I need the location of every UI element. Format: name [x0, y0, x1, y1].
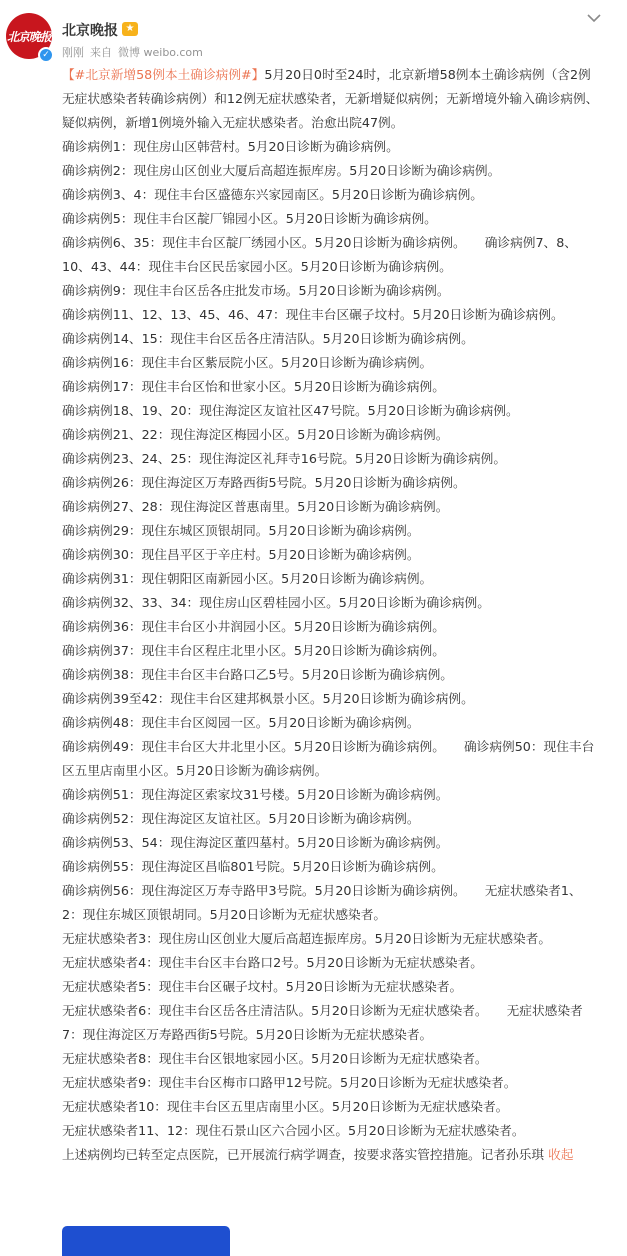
- author-name[interactable]: 北京晚报: [62, 23, 118, 39]
- case-line: 确诊病例51：现住海淀区索家坟31号楼。5月20日诊断为确诊病例。: [62, 787, 449, 802]
- case-line: 无症状感染者8：现住丰台区银地家园小区。5月20日诊断为无症状感染者。: [62, 1051, 488, 1066]
- case-line: 确诊病例18、19、20：现住海淀区友谊社区47号院。5月20日诊断为确诊病例。: [62, 403, 519, 418]
- case-line: 无症状感染者3：现住房山区创业大厦后高超连振库房。5月20日诊断为无症状感染者。: [62, 931, 552, 946]
- closing-text: 上述病例均已转至定点医院，已开展流行病学调查，按要求落实管控措施。记者孙乐琪: [62, 1147, 545, 1162]
- avatar-logo-text: 北京晚报: [6, 29, 51, 44]
- case-line: 确诊病例17：现住丰台区怡和世家小区。5月20日诊断为确诊病例。: [62, 379, 445, 394]
- verified-icon: ✓: [38, 47, 54, 63]
- case-line: 确诊病例11、12、13、45、46、47：现住丰台区碾子坟村。5月20日诊断为确诊病例。: [62, 307, 564, 322]
- case-line: 确诊病例21、22：现住海淀区梅园小区。5月20日诊断为确诊病例。: [62, 427, 449, 442]
- post-meta: [62, 44, 209, 60]
- vip-badge-icon[interactable]: ★: [122, 22, 138, 36]
- case-line: 确诊病例37：现住丰台区程庄北里小区。5月20日诊断为确诊病例。: [62, 643, 445, 658]
- action-button[interactable]: [62, 1226, 230, 1256]
- case-line: 确诊病例9：现住丰台区岳各庄批发市场。5月20日诊断为确诊病例。: [62, 283, 450, 298]
- case-line: 确诊病例1：现住房山区韩营村。5月20日诊断为确诊病例。: [62, 139, 399, 154]
- hashtag-link[interactable]: 【#北京新增58例本土确诊病例#】: [62, 67, 265, 82]
- case-line: 确诊病例29：现住东城区顶银胡同。5月20日诊断为确诊病例。: [62, 523, 420, 538]
- closing-paragraph: [62, 1143, 602, 1167]
- case-line: 确诊病例14、15：现住丰台区岳各庄清洁队。5月20日诊断为确诊病例。: [62, 331, 474, 346]
- case-line: 无症状感染者9：现住丰台区梅市口路甲12号院。5月20日诊断为无症状感染者。: [62, 1075, 517, 1090]
- case-line: 确诊病例49：现住丰台区大井北里小区。5月20日诊断为确诊病例。 确诊病例50：现住丰台区五里店南里小区。5月20日诊断为确诊病例。: [62, 739, 595, 778]
- case-line: 确诊病例16：现住丰台区紫辰院小区。5月20日诊断为确诊病例。: [62, 355, 433, 370]
- case-line: 确诊病例32、33、34：现住房山区碧桂园小区。5月20日诊断为确诊病例。: [62, 595, 490, 610]
- case-list: [62, 135, 602, 1143]
- case-line: 确诊病例5：现住丰台区靛厂锦园小区。5月20日诊断为确诊病例。: [62, 211, 437, 226]
- source-prefix: 来自: [90, 46, 112, 59]
- chevron-down-icon[interactable]: [582, 6, 606, 30]
- case-line: 确诊病例48：现住丰台区阅园一区。5月20日诊断为确诊病例。: [62, 715, 420, 730]
- case-line: 无症状感染者10：现住丰台区五里店南里小区。5月20日诊断为无症状感染者。: [62, 1099, 509, 1114]
- case-line: 确诊病例30：现住昌平区于辛庄村。5月20日诊断为确诊病例。: [62, 547, 420, 562]
- post-header: [0, 0, 627, 66]
- post-source[interactable]: 微博 weibo.com: [118, 46, 203, 59]
- case-line: 确诊病例23、24、25：现住海淀区礼拜寺16号院。5月20日诊断为确诊病例。: [62, 451, 507, 466]
- case-line: 确诊病例3、4：现住丰台区盛德东兴家园南区。5月20日诊断为确诊病例。: [62, 187, 483, 202]
- case-line: 确诊病例55：现住海淀区昌临801号院。5月20日诊断为确诊病例。: [62, 859, 444, 874]
- post-time: 刚刚: [62, 46, 84, 59]
- case-line: 确诊病例53、54：现住海淀区董四墓村。5月20日诊断为确诊病例。: [62, 835, 449, 850]
- case-line: 确诊病例56：现住海淀区万寿寺路甲3号院。5月20日诊断为确诊病例。 无症状感染者1、2：现住东城区顶银胡同。5月20日诊断为无症状感染者。: [62, 883, 582, 922]
- case-line: 无症状感染者5：现住丰台区碾子坟村。5月20日诊断为无症状感染者。: [62, 979, 463, 994]
- case-line: 确诊病例36：现住丰台区小井润园小区。5月20日诊断为确诊病例。: [62, 619, 445, 634]
- case-line: 确诊病例27、28：现住海淀区普惠南里。5月20日诊断为确诊病例。: [62, 499, 449, 514]
- case-line: 确诊病例31：现住朝阳区南新园小区。5月20日诊断为确诊病例。: [62, 571, 433, 586]
- collapse-link[interactable]: 收起: [548, 1147, 574, 1162]
- case-line: 无症状感染者11、12：现住石景山区六合园小区。5月20日诊断为无症状感染者。: [62, 1123, 525, 1138]
- case-line: 确诊病例52：现住海淀区友谊社区。5月20日诊断为确诊病例。: [62, 811, 420, 826]
- post-intro: [62, 63, 602, 135]
- post-content: [62, 63, 602, 1167]
- case-line: 确诊病例38：现住丰台区丰台路口乙5号。5月20日诊断为确诊病例。: [62, 667, 453, 682]
- case-line: 确诊病例2：现住房山区创业大厦后高超连振库房。5月20日诊断为确诊病例。: [62, 163, 501, 178]
- case-line: 无症状感染者6：现住丰台区岳各庄清洁队。5月20日诊断为无症状感染者。 无症状感染者7：现住海淀区万寿路西街5号院。5月20日诊断为无症状感染者。: [62, 1003, 583, 1042]
- case-line: 确诊病例6、35：现住丰台区靛厂绣园小区。5月20日诊断为确诊病例。 确诊病例7、8、10、43、44：现住丰台区民岳家园小区。5月20日诊断为确诊病例。: [62, 235, 577, 274]
- intro-text: 5月20日0时至24时，北京新增58例本土确诊病例（含2例无症状感染者转确诊病例）和12例无症状感染者，无新增疑似病例；无新增境外输入确诊病例、疑似病例，新增1例境外输入无症状感染者。治愈出院47例。: [62, 67, 599, 130]
- case-line: 无症状感染者4：现住丰台区丰台路口2号。5月20日诊断为无症状感染者。: [62, 955, 483, 970]
- case-line: 确诊病例26：现住海淀区万寿路西街5号院。5月20日诊断为确诊病例。: [62, 475, 466, 490]
- case-line: 确诊病例39至42：现住丰台区建邦枫景小区。5月20日诊断为确诊病例。: [62, 691, 474, 706]
